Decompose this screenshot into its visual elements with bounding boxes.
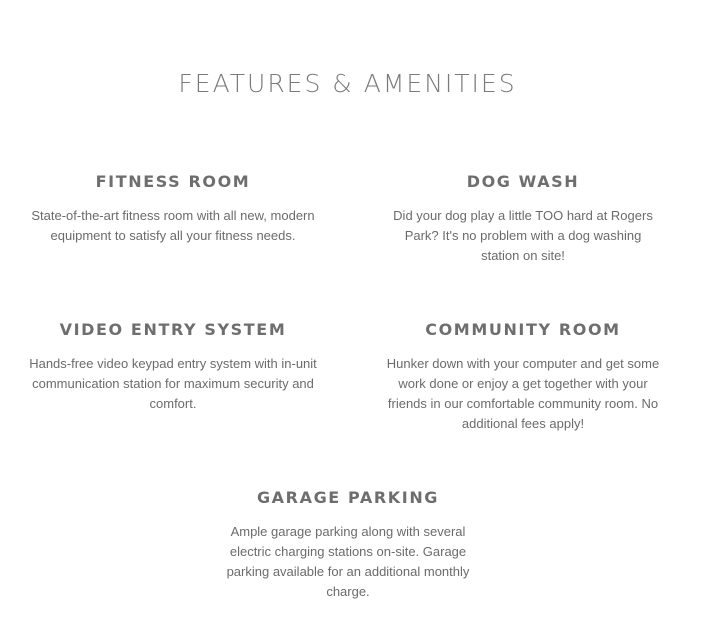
feature-title: FITNESS ROOM [95, 172, 251, 191]
feature-title: COMMUNITY ROOM [425, 320, 621, 339]
feature-video-entry-system [28, 319, 318, 414]
feature-fitness-room [28, 171, 318, 246]
feature-title: GARAGE PARKING [256, 488, 440, 507]
feature-title: VIDEO ENTRY SYSTEM [59, 320, 287, 339]
feature-description: Hunker down with your computer and get some work done or enjoy a get together with your friends in our comfortable community room. No additional fees apply! [386, 356, 660, 431]
page-title: FEATURES & AMENITIES [178, 68, 517, 98]
feature-community-room [378, 319, 668, 434]
feature-description: State-of-the-art fitness room with all new, modern equipment to satisfy all your fitness needs. [31, 208, 315, 243]
feature-title: DOG WASH [466, 172, 580, 191]
feature-dog-wash [378, 171, 668, 266]
feature-garage-parking [203, 487, 493, 602]
feature-description: Did your dog play a little TOO hard at Rogers Park? It's no problem with a dog washing station on site! [393, 208, 653, 263]
feature-description: Ample garage parking along with several electric charging stations on-site. Garage parking available for an additional monthly charge. [226, 524, 470, 599]
feature-description: Hands-free video keypad entry system with in-unit communication station for maximum security and comfort. [29, 356, 317, 411]
